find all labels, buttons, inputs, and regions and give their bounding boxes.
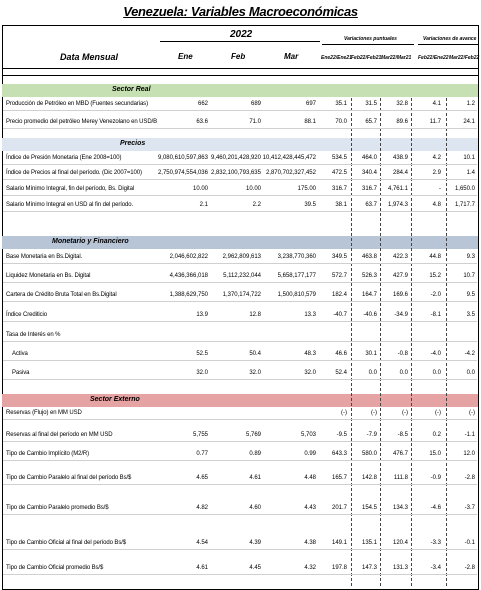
table-cell: 154.5 [361,505,377,511]
row-rule [3,514,477,515]
table-cell: 472.5 [331,170,347,176]
table-cell: 526.3 [361,273,377,279]
table-cell: 89.6 [396,119,408,125]
table-cell: -1.1 [464,432,475,438]
row-label: Reservas (Flujo) en MM USD [6,410,82,416]
table-cell: 5,769 [245,432,261,438]
table-cell: 422.3 [392,254,408,260]
table-cell: 643.3 [331,451,347,457]
table-cell: 1,388,629,750 [169,292,208,298]
section-label-real: Sector Real [112,86,151,93]
table-cell: 120.4 [392,540,408,546]
table-cell: 0.77 [196,451,208,457]
table-cell: 48.3 [304,351,316,357]
table-cell: 88.1 [304,119,316,125]
table-cell: -4.2 [464,351,475,357]
month-jan: Ene [178,52,193,61]
table-cell: -4.6 [430,505,441,511]
row-rule [3,321,477,322]
table-cell: 4.65 [196,475,208,481]
table-cell: 0.0 [368,370,377,376]
table-cell: -2.8 [464,565,475,571]
table-cell: 10.7 [463,273,475,279]
row-rule [3,211,477,212]
section-label-externo: Sector Externo [90,396,140,403]
table-cell: 580.0 [361,451,377,457]
table-cell: 0.0 [399,370,408,376]
table-cell: -40.7 [333,312,347,318]
table-cell: 12.8 [249,312,261,318]
table-cell: 15.2 [429,273,441,279]
row-rule [3,360,477,361]
table-cell: 697 [305,101,316,107]
row-label: Tipo de Cambio Oficial al final del período Bs/$ [6,540,127,546]
table-cell: 30.1 [365,351,377,357]
row-label: Tipo de Cambio Implícito (M2/R) [6,451,90,457]
row-rule [3,263,477,264]
table-cell: 201.7 [331,505,347,511]
table-cell: 476.7 [392,451,408,457]
table-cell: 142.8 [361,475,377,481]
table-cell: 175.00 [297,186,316,192]
table-cell: 32.0 [304,370,316,376]
table-cell: 4.61 [196,565,208,571]
section-band-real [2,84,478,97]
table-cell: 1,717.7 [454,202,475,208]
data-label: Data Mensual [60,52,119,62]
table-cell: 4.2 [432,155,441,161]
row-rule [3,419,477,420]
table-cell: 340.4 [361,170,377,176]
table-cell: -0.9 [430,475,441,481]
row-label: Salario Mínimo Integral, fin del período, Bs. Digital [6,186,135,192]
table-cell: 35.1 [335,101,347,107]
row-label: Pasiva [12,370,30,376]
table-cell: 11.7 [429,119,441,125]
header-bottom-line [2,68,478,69]
table-cell: 4.32 [304,565,316,571]
table-cell: 63.6 [196,119,208,125]
table-cell: 71.0 [249,119,261,125]
table-cell: 15.0 [429,451,441,457]
table-cell: 4.60 [249,505,261,511]
table-cell: 2,870,702,327,452 [265,170,316,176]
group-var-avance: Variaciones de avance [423,36,477,42]
row-label: Base Monetaria en Bs.Digital. [6,254,83,260]
month-feb: Feb [231,52,246,61]
table-cell: 0.99 [304,451,316,457]
table-cell: 4.39 [249,540,261,546]
table-cell: 2.2 [252,202,261,208]
table-cell: 2,962,809,613 [222,254,261,260]
table-cell: - [439,186,441,192]
table-cell: 44.8 [429,254,441,260]
table-cell: -34.9 [394,312,408,318]
row-rule [3,460,477,461]
col-var-1: Ene22/Ene21 [321,55,352,61]
row-label: Cartera de Crédito Bruta Total en Bs.Digital [6,292,117,298]
row-rule [3,441,477,442]
table-cell: 4.61 [249,475,261,481]
col-var-3: Mar22/Mar21 [381,55,412,61]
table-cell: (-) [469,410,475,416]
table-cell: 4.38 [304,540,316,546]
table-cell: 572.7 [331,273,347,279]
table-cell: 4.82 [196,505,208,511]
table-cell: 662 [197,101,208,107]
table-cell: 31.5 [365,101,377,107]
table-cell: 4.1 [432,101,441,107]
table-cell: 164.7 [361,292,377,298]
section-label-monetario: Monetario y Financiero [52,238,129,245]
table-cell: 1.4 [466,170,475,176]
table-cell: 169.6 [392,292,408,298]
table-cell: -7.9 [366,432,377,438]
table-cell: 65.7 [365,119,377,125]
group-var-puntuales: Variaciones puntuales [344,36,397,42]
row-rule [3,179,477,180]
table-cell: -2.0 [430,292,441,298]
table-cell: 131.3 [392,565,408,571]
table-cell: 46.6 [335,351,347,357]
row-rule [3,341,477,342]
group-underline-1 [322,44,414,45]
table-cell: 10.00 [192,186,208,192]
table-cell: 689 [250,101,261,107]
row-label: Salario Mínimo Integral en USD al fin del período. [6,202,134,208]
table-cell: -3.7 [464,505,475,511]
table-cell: 1,974.3 [387,202,408,208]
table-cell: 9,080,610,597,863 [157,155,208,161]
table-cell: 1,500,810,579 [277,292,316,298]
table-cell: 463.8 [361,254,377,260]
row-label: Tipo de Cambio Paralelo promedio Bs/$ [6,505,109,511]
table-cell: -9.5 [336,432,347,438]
table-cell: -8.5 [397,432,408,438]
table-cell: 32.8 [396,101,408,107]
table-cell: 10.00 [245,186,261,192]
page-title: Venezuela: Variables Macroeconómicas [123,4,358,19]
row-rule [3,549,477,550]
col-avance-2: Mar22/Feb22 [449,55,480,61]
row-rule [3,574,477,575]
row-rule [3,484,477,485]
table-cell: 5,658,177,177 [277,273,316,279]
table-cell: 464.0 [361,155,377,161]
row-label: Producción de Petróleo en MBD (Fuentes secundarias) [6,101,148,107]
row-rule [3,110,477,111]
table-cell: 13.9 [196,312,208,318]
table-cell: 32.0 [249,370,261,376]
table-cell: 165.7 [331,475,347,481]
table-cell: 10,412,428,445,472 [262,155,316,161]
year-header: 2022 [230,29,253,40]
table-cell: 316.7 [361,186,377,192]
group-underline-2 [418,44,478,45]
row-rule [3,195,477,196]
row-label: Índice de Precios al final del período. (Dic 2007=100) [6,170,142,176]
row-label: Reservas al final del período en MM USD [6,432,113,438]
table-cell: 12.0 [463,451,475,457]
table-cell: 9.3 [466,254,475,260]
table-cell: 70.0 [335,119,347,125]
table-cell: 2.1 [199,202,208,208]
section-band-precios [2,138,478,151]
table-cell: 4,761.1 [387,186,408,192]
row-label: Tipo de Cambio Oficial promedio Bs/$ [6,565,104,571]
table-cell: 284.4 [392,170,408,176]
table-cell: 50.4 [249,351,261,357]
table-cell: 2,046,602,822 [169,254,208,260]
table-cell: 147.3 [361,565,377,571]
table-cell: (-) [371,410,377,416]
row-rule [3,379,477,380]
table-cell: 5,755 [192,432,208,438]
table-cell: 9.5 [466,292,475,298]
table-cell: 2,750,974,554,036 [157,170,208,176]
table-cell: 0.0 [466,370,475,376]
section-band-externo [2,394,478,407]
table-cell: (-) [402,410,408,416]
section-label-precios: Precios [120,140,146,147]
year-underline [160,41,320,42]
row-rule [3,301,477,302]
table-cell: 197.8 [331,565,347,571]
table-cell: 134.3 [392,505,408,511]
table-cell: 39.5 [304,202,316,208]
table-cell: -0.1 [464,540,475,546]
table-cell: -3.4 [430,565,441,571]
table-cell: 3.5 [466,312,475,318]
col-avance-1: Feb22/Ene22 [418,55,449,61]
table-cell: 10.1 [463,155,475,161]
table-cell: 4.54 [196,540,208,546]
table-cell: 1.2 [466,101,475,107]
table-cell: 149.1 [331,540,347,546]
table-cell: 52.5 [196,351,208,357]
table-cell: 4.8 [432,202,441,208]
table-cell: 4,436,366,018 [169,273,208,279]
month-mar: Mar [284,52,299,61]
table-cell: 24.1 [463,119,475,125]
row-rule [3,128,477,129]
table-cell: 2,832,100,793,635 [210,170,261,176]
col-var-2: Feb22/Feb21 [351,55,382,61]
table-cell: 4.45 [249,565,261,571]
row-label: Precio promedio del petróleo Merey Venezolano en USD/B [6,119,158,125]
table-cell: 32.0 [196,370,208,376]
table-cell: 534.5 [331,155,347,161]
table-cell: -2.8 [464,475,475,481]
table-cell: -8.1 [430,312,441,318]
table-cell: 63.7 [365,202,377,208]
table-cell: 3,238,770,360 [277,254,316,260]
table-cell: 0.0 [432,370,441,376]
row-rule [3,164,477,165]
table-cell: 1,370,174,722 [222,292,261,298]
table-cell: 5,703 [300,432,316,438]
table-cell: 4.43 [304,505,316,511]
table-cell: 13.3 [304,312,316,318]
table-cell: 0.2 [432,432,441,438]
row-rule [3,282,477,283]
table-cell: -4.0 [430,351,441,357]
table-cell: 182.4 [331,292,347,298]
table-cell: 52.4 [335,370,347,376]
row-label: Índice de Presión Monetaria (Ene 2008=100) [6,155,122,161]
table-cell: 438.9 [392,155,408,161]
table-cell: 135.1 [361,540,377,546]
row-label: Liquidez Monetaria en Bs. Digital [6,273,91,279]
table-cell: 0.89 [249,451,261,457]
table-cell: 5,112,232,044 [223,273,261,279]
row-label: Tipo de Cambio Paralelo al final del período Bs/$ [6,475,132,481]
table-cell: -40.6 [363,312,377,318]
table-cell: 4.48 [304,475,316,481]
table-cell: 427.9 [392,273,408,279]
header-bottom-line-2 [2,75,478,76]
table-cell: 9,460,201,428,920 [210,155,261,161]
table-cell: (-) [435,410,441,416]
table-cell: 1,650.0 [454,186,475,192]
table-cell: 111.8 [393,475,408,481]
row-label: Índice Crediticio [6,312,47,318]
row-label: Tasa de Interés en % [6,332,61,338]
table-cell: 2.9 [432,170,441,176]
row-label: Activa [12,351,28,357]
table-cell: -0.8 [397,351,408,357]
table-cell: -3.3 [430,540,441,546]
table-cell: 38.1 [335,202,347,208]
table-cell: (-) [341,410,347,416]
table-cell: 316.7 [331,186,347,192]
table-cell: 349.5 [331,254,347,260]
